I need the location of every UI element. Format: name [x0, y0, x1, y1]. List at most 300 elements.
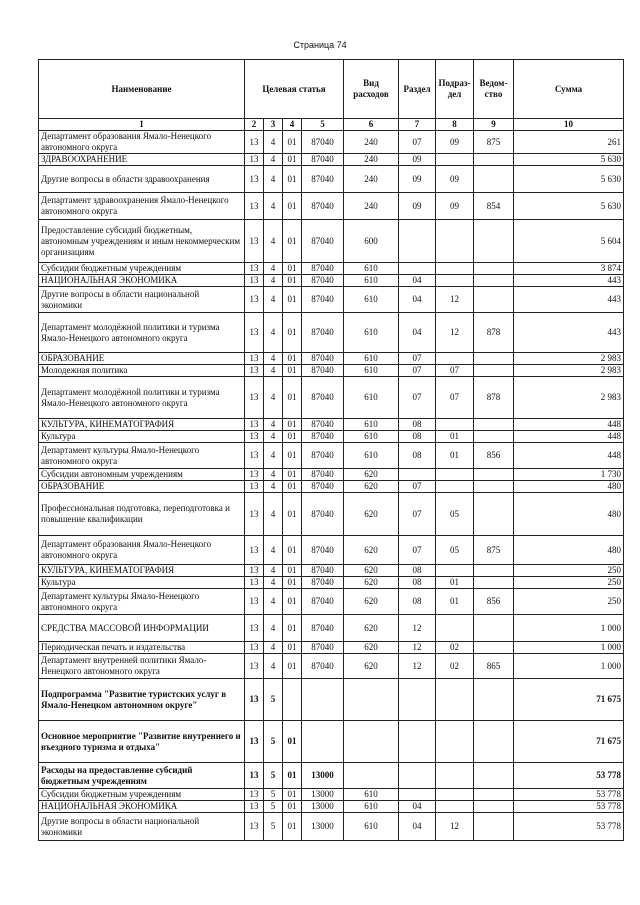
row-target-code-3: 01	[283, 721, 302, 763]
row-name: Расходы на предоставление субсидий бюджетным учреждениям	[39, 763, 245, 789]
row-subsection: 05	[436, 536, 474, 565]
row-target-code-3: 01	[283, 443, 302, 469]
column-number: 5	[302, 119, 344, 131]
row-target-code-2: 4	[264, 443, 283, 469]
row-target-code-2: 4	[264, 419, 283, 431]
row-target-code-1: 13	[245, 166, 264, 193]
row-department	[474, 642, 514, 654]
row-subsection	[436, 154, 474, 166]
row-sum: 250	[514, 577, 624, 589]
row-section: 04	[399, 801, 436, 813]
row-name: ЗДРАВООХРАНЕНИЕ	[39, 154, 245, 166]
row-target-code-1: 13	[245, 443, 264, 469]
row-target-code-3: 01	[283, 353, 302, 365]
row-name: Основное мероприятие "Развитие внутреннего и въездного туризма и отдыха"	[39, 721, 245, 763]
row-target-code-4: 87040	[302, 377, 344, 419]
row-sum: 1 000	[514, 654, 624, 679]
table-row	[39, 275, 624, 287]
row-expense-type: 610	[344, 789, 399, 801]
row-target-code-1: 13	[245, 365, 264, 377]
row-subsection	[436, 220, 474, 263]
row-department	[474, 801, 514, 813]
row-sum: 53 778	[514, 789, 624, 801]
header-sum: Сумма	[514, 60, 624, 119]
row-expense-type	[344, 763, 399, 789]
row-target-code-3: 01	[283, 615, 302, 642]
row-subsection: 01	[436, 577, 474, 589]
row-name: Субсидии бюджетным учреждениям	[39, 263, 245, 275]
row-expense-type: 620	[344, 577, 399, 589]
row-section: 07	[399, 536, 436, 565]
row-department	[474, 813, 514, 841]
row-target-code-4: 87040	[302, 481, 344, 493]
row-sum: 448	[514, 431, 624, 443]
row-target-code-4: 87040	[302, 577, 344, 589]
row-target-code-2: 4	[264, 377, 283, 419]
row-target-code-3: 01	[283, 536, 302, 565]
row-sum: 5 630	[514, 166, 624, 193]
row-target-code-1: 13	[245, 679, 264, 721]
row-section: 07	[399, 353, 436, 365]
row-name: Предоставление субсидий бюджетным, автономным учреждениям и иным некоммерческим организациям	[39, 220, 245, 263]
row-target-code-1: 13	[245, 154, 264, 166]
row-target-code-3: 01	[283, 419, 302, 431]
row-sum: 480	[514, 481, 624, 493]
row-sum: 5 630	[514, 193, 624, 220]
row-department: 865	[474, 654, 514, 679]
row-department	[474, 353, 514, 365]
row-target-code-1: 13	[245, 493, 264, 536]
row-name: КУЛЬТУРА, КИНЕМАТОГРАФИЯ	[39, 565, 245, 577]
row-target-code-2: 4	[264, 642, 283, 654]
table-row	[39, 443, 624, 469]
row-name: Культура	[39, 431, 245, 443]
row-subsection: 02	[436, 642, 474, 654]
row-target-code-1: 13	[245, 642, 264, 654]
row-expense-type: 240	[344, 154, 399, 166]
row-target-code-4: 87040	[302, 220, 344, 263]
table-row	[39, 789, 624, 801]
row-name: Департамент образования Ямало-Ненецкого автономного округа	[39, 536, 245, 565]
row-department	[474, 287, 514, 313]
row-target-code-1: 13	[245, 263, 264, 275]
row-section: 08	[399, 577, 436, 589]
row-name: КУЛЬТУРА, КИНЕМАТОГРАФИЯ	[39, 419, 245, 431]
row-expense-type: 610	[344, 419, 399, 431]
header-expense-type: Вид расходов	[344, 60, 399, 119]
row-target-code-2: 4	[264, 577, 283, 589]
row-department: 856	[474, 443, 514, 469]
row-target-code-1: 13	[245, 801, 264, 813]
row-section: 04	[399, 813, 436, 841]
row-expense-type: 240	[344, 131, 399, 154]
row-department	[474, 493, 514, 536]
row-section: 08	[399, 419, 436, 431]
table-row	[39, 481, 624, 493]
row-target-code-3: 01	[283, 220, 302, 263]
row-subsection: 01	[436, 443, 474, 469]
row-target-code-3: 01	[283, 801, 302, 813]
row-section	[399, 721, 436, 763]
row-target-code-2: 4	[264, 365, 283, 377]
row-subsection: 01	[436, 431, 474, 443]
row-target-code-4: 87040	[302, 263, 344, 275]
row-section: 09	[399, 193, 436, 220]
column-number: 3	[264, 119, 283, 131]
row-target-code-4: 87040	[302, 431, 344, 443]
row-name: Департамент молодёжной политики и туризма Ямало-Ненецкого автономного округа	[39, 313, 245, 353]
row-department: 878	[474, 313, 514, 353]
row-target-code-3: 01	[283, 313, 302, 353]
row-target-code-3: 01	[283, 481, 302, 493]
row-target-code-4: 87040	[302, 166, 344, 193]
row-sum: 5 604	[514, 220, 624, 263]
row-subsection	[436, 679, 474, 721]
row-department	[474, 263, 514, 275]
row-target-code-2: 4	[264, 493, 283, 536]
row-target-code-4: 13000	[302, 813, 344, 841]
row-subsection	[436, 789, 474, 801]
row-target-code-1: 13	[245, 193, 264, 220]
column-number: 6	[344, 119, 399, 131]
row-name: НАЦИОНАЛЬНАЯ ЭКОНОМИКА	[39, 275, 245, 287]
row-target-code-2: 4	[264, 166, 283, 193]
row-target-code-1: 13	[245, 721, 264, 763]
row-target-code-3: 01	[283, 166, 302, 193]
table-row	[39, 419, 624, 431]
row-target-code-4: 87040	[302, 642, 344, 654]
table-row	[39, 287, 624, 313]
row-expense-type: 620	[344, 642, 399, 654]
row-target-code-2: 5	[264, 801, 283, 813]
row-target-code-3: 01	[283, 377, 302, 419]
row-department	[474, 679, 514, 721]
row-target-code-2: 4	[264, 615, 283, 642]
table-row	[39, 679, 624, 721]
row-section	[399, 789, 436, 801]
row-sum: 2 983	[514, 353, 624, 365]
row-subsection: 09	[436, 166, 474, 193]
row-target-code-1: 13	[245, 763, 264, 789]
row-target-code-2: 5	[264, 721, 283, 763]
row-subsection	[436, 419, 474, 431]
row-expense-type: 610	[344, 263, 399, 275]
row-target-code-4: 87040	[302, 565, 344, 577]
row-target-code-4: 87040	[302, 193, 344, 220]
row-name: Культура	[39, 577, 245, 589]
row-expense-type	[344, 679, 399, 721]
row-target-code-1: 13	[245, 577, 264, 589]
table-row	[39, 166, 624, 193]
row-subsection	[436, 763, 474, 789]
table-row	[39, 536, 624, 565]
row-expense-type	[344, 721, 399, 763]
table-row	[39, 220, 624, 263]
row-department: 875	[474, 536, 514, 565]
row-target-code-4	[302, 721, 344, 763]
row-subsection	[436, 565, 474, 577]
row-sum: 1 730	[514, 469, 624, 481]
table-row	[39, 654, 624, 679]
row-target-code-2: 5	[264, 763, 283, 789]
row-sum: 480	[514, 493, 624, 536]
row-target-code-3: 01	[283, 263, 302, 275]
row-section: 07	[399, 131, 436, 154]
row-subsection	[436, 263, 474, 275]
row-sum: 443	[514, 275, 624, 287]
row-target-code-1: 13	[245, 353, 264, 365]
row-target-code-3: 01	[283, 763, 302, 789]
row-target-code-4: 87040	[302, 154, 344, 166]
row-department	[474, 615, 514, 642]
table-row	[39, 377, 624, 419]
row-name: Профессиональная подготовка, переподготовка и повышение квалификации	[39, 493, 245, 536]
row-target-code-4: 87040	[302, 654, 344, 679]
row-expense-type: 620	[344, 536, 399, 565]
row-expense-type: 240	[344, 193, 399, 220]
row-subsection: 05	[436, 493, 474, 536]
row-target-code-1: 13	[245, 654, 264, 679]
row-subsection	[436, 801, 474, 813]
table-row	[39, 801, 624, 813]
row-target-code-2: 4	[264, 154, 283, 166]
row-expense-type: 600	[344, 220, 399, 263]
row-target-code-4: 87040	[302, 365, 344, 377]
row-section: 04	[399, 313, 436, 353]
row-expense-type: 240	[344, 166, 399, 193]
row-name: Другие вопросы в области здравоохранения	[39, 166, 245, 193]
row-subsection: 12	[436, 813, 474, 841]
row-expense-type: 610	[344, 353, 399, 365]
row-section	[399, 469, 436, 481]
row-target-code-4: 13000	[302, 801, 344, 813]
row-expense-type: 610	[344, 275, 399, 287]
row-expense-type: 610	[344, 377, 399, 419]
row-expense-type: 610	[344, 287, 399, 313]
row-section	[399, 220, 436, 263]
table-row	[39, 589, 624, 615]
row-subsection: 07	[436, 365, 474, 377]
row-expense-type: 610	[344, 801, 399, 813]
row-target-code-2: 4	[264, 431, 283, 443]
row-sum: 448	[514, 419, 624, 431]
row-department	[474, 565, 514, 577]
row-target-code-1: 13	[245, 419, 264, 431]
column-number: 10	[514, 119, 624, 131]
table-row	[39, 493, 624, 536]
table-row	[39, 353, 624, 365]
table-row	[39, 721, 624, 763]
row-section: 09	[399, 154, 436, 166]
table-row	[39, 313, 624, 353]
row-name: Другие вопросы в области национальной экономики	[39, 813, 245, 841]
row-department: 854	[474, 193, 514, 220]
row-target-code-2: 4	[264, 287, 283, 313]
row-expense-type: 620	[344, 654, 399, 679]
table-row	[39, 263, 624, 275]
row-target-code-2: 4	[264, 220, 283, 263]
row-target-code-4: 87040	[302, 419, 344, 431]
row-name: Департамент культуры Ямало-Ненецкого автономного округа	[39, 589, 245, 615]
row-target-code-3: 01	[283, 154, 302, 166]
row-target-code-3: 01	[283, 493, 302, 536]
row-sum: 2 983	[514, 365, 624, 377]
row-target-code-3: 01	[283, 642, 302, 654]
row-sum: 443	[514, 313, 624, 353]
row-name: Департамент образования Ямало-Ненецкого автономного округа	[39, 131, 245, 154]
row-target-code-2: 5	[264, 813, 283, 841]
row-section: 12	[399, 654, 436, 679]
row-name: Департамент культуры Ямало-Ненецкого автономного округа	[39, 443, 245, 469]
table-row	[39, 577, 624, 589]
row-expense-type: 610	[344, 313, 399, 353]
table-row	[39, 813, 624, 841]
row-target-code-4: 87040	[302, 353, 344, 365]
row-target-code-2: 4	[264, 565, 283, 577]
row-sum: 250	[514, 589, 624, 615]
row-subsection	[436, 615, 474, 642]
row-subsection: 09	[436, 131, 474, 154]
row-subsection	[436, 469, 474, 481]
row-sum: 53 778	[514, 813, 624, 841]
row-section	[399, 763, 436, 789]
row-subsection	[436, 481, 474, 493]
header-target-article: Целевая статья	[245, 60, 344, 119]
row-section: 04	[399, 275, 436, 287]
row-subsection: 07	[436, 377, 474, 419]
row-target-code-3: 01	[283, 193, 302, 220]
header-department: Ведом-ство	[474, 60, 514, 119]
row-target-code-4: 87040	[302, 131, 344, 154]
row-name: НАЦИОНАЛЬНАЯ ЭКОНОМИКА	[39, 801, 245, 813]
table-row	[39, 193, 624, 220]
row-section: 09	[399, 166, 436, 193]
row-target-code-4: 87040	[302, 443, 344, 469]
row-name: СРЕДСТВА МАССОВОЙ ИНФОРМАЦИИ	[39, 615, 245, 642]
row-department	[474, 419, 514, 431]
row-target-code-1: 13	[245, 589, 264, 615]
row-sum: 53 778	[514, 763, 624, 789]
row-department	[474, 721, 514, 763]
row-department: 878	[474, 377, 514, 419]
row-expense-type: 620	[344, 469, 399, 481]
row-target-code-1: 13	[245, 377, 264, 419]
row-target-code-1: 13	[245, 275, 264, 287]
row-name: Молодежная политика	[39, 365, 245, 377]
table-row	[39, 615, 624, 642]
row-target-code-3: 01	[283, 577, 302, 589]
row-target-code-1: 13	[245, 313, 264, 353]
row-department	[474, 166, 514, 193]
row-section	[399, 263, 436, 275]
row-name: ОБРАЗОВАНИЕ	[39, 481, 245, 493]
row-department	[474, 275, 514, 287]
row-section: 04	[399, 287, 436, 313]
row-department	[474, 431, 514, 443]
column-number: 7	[399, 119, 436, 131]
row-target-code-4: 87040	[302, 313, 344, 353]
row-expense-type: 620	[344, 589, 399, 615]
row-target-code-4: 13000	[302, 763, 344, 789]
row-subsection	[436, 353, 474, 365]
row-target-code-1: 13	[245, 481, 264, 493]
row-department	[474, 154, 514, 166]
page-title: Страница 74	[293, 40, 347, 50]
row-target-code-4: 87040	[302, 287, 344, 313]
row-target-code-2: 4	[264, 353, 283, 365]
table-row	[39, 642, 624, 654]
row-sum: 1 000	[514, 642, 624, 654]
row-target-code-2: 4	[264, 469, 283, 481]
header-section: Раздел	[399, 60, 436, 119]
row-target-code-4: 87040	[302, 615, 344, 642]
row-subsection	[436, 721, 474, 763]
row-department	[474, 577, 514, 589]
row-target-code-3: 01	[283, 365, 302, 377]
table-row	[39, 365, 624, 377]
row-sum: 448	[514, 443, 624, 469]
row-department	[474, 469, 514, 481]
row-target-code-2: 4	[264, 313, 283, 353]
row-expense-type: 610	[344, 365, 399, 377]
row-target-code-1: 13	[245, 615, 264, 642]
row-sum: 71 675	[514, 679, 624, 721]
row-target-code-1: 13	[245, 287, 264, 313]
row-sum: 250	[514, 565, 624, 577]
row-target-code-1: 13	[245, 536, 264, 565]
row-sum: 443	[514, 287, 624, 313]
row-sum: 53 778	[514, 801, 624, 813]
header-row	[39, 60, 624, 119]
row-expense-type: 620	[344, 481, 399, 493]
row-section: 12	[399, 615, 436, 642]
row-sum: 5 630	[514, 154, 624, 166]
row-subsection: 12	[436, 287, 474, 313]
row-section: 08	[399, 443, 436, 469]
row-department	[474, 220, 514, 263]
row-target-code-1: 13	[245, 431, 264, 443]
row-target-code-3: 01	[283, 565, 302, 577]
row-expense-type: 610	[344, 431, 399, 443]
row-subsection: 12	[436, 313, 474, 353]
row-target-code-2: 4	[264, 263, 283, 275]
table-row	[39, 763, 624, 789]
row-sum: 480	[514, 536, 624, 565]
row-sum: 3 874	[514, 263, 624, 275]
row-name: Департамент здравоохранения Ямало-Ненецкого автономного округа	[39, 193, 245, 220]
row-target-code-2: 5	[264, 789, 283, 801]
column-number: 1	[39, 119, 245, 131]
row-expense-type: 620	[344, 615, 399, 642]
row-target-code-2: 5	[264, 679, 283, 721]
column-number: 9	[474, 119, 514, 131]
row-target-code-4: 87040	[302, 275, 344, 287]
row-department	[474, 763, 514, 789]
row-subsection: 09	[436, 193, 474, 220]
row-section: 07	[399, 481, 436, 493]
row-target-code-4: 87040	[302, 589, 344, 615]
row-expense-type: 610	[344, 813, 399, 841]
row-name: Субсидии автономным учреждениям	[39, 469, 245, 481]
row-target-code-2: 4	[264, 589, 283, 615]
row-target-code-1: 13	[245, 131, 264, 154]
row-sum: 71 675	[514, 721, 624, 763]
row-target-code-3: 01	[283, 469, 302, 481]
row-target-code-3: 01	[283, 275, 302, 287]
header-subsection: Подраз-дел	[436, 60, 474, 119]
row-section: 08	[399, 431, 436, 443]
table-row	[39, 469, 624, 481]
